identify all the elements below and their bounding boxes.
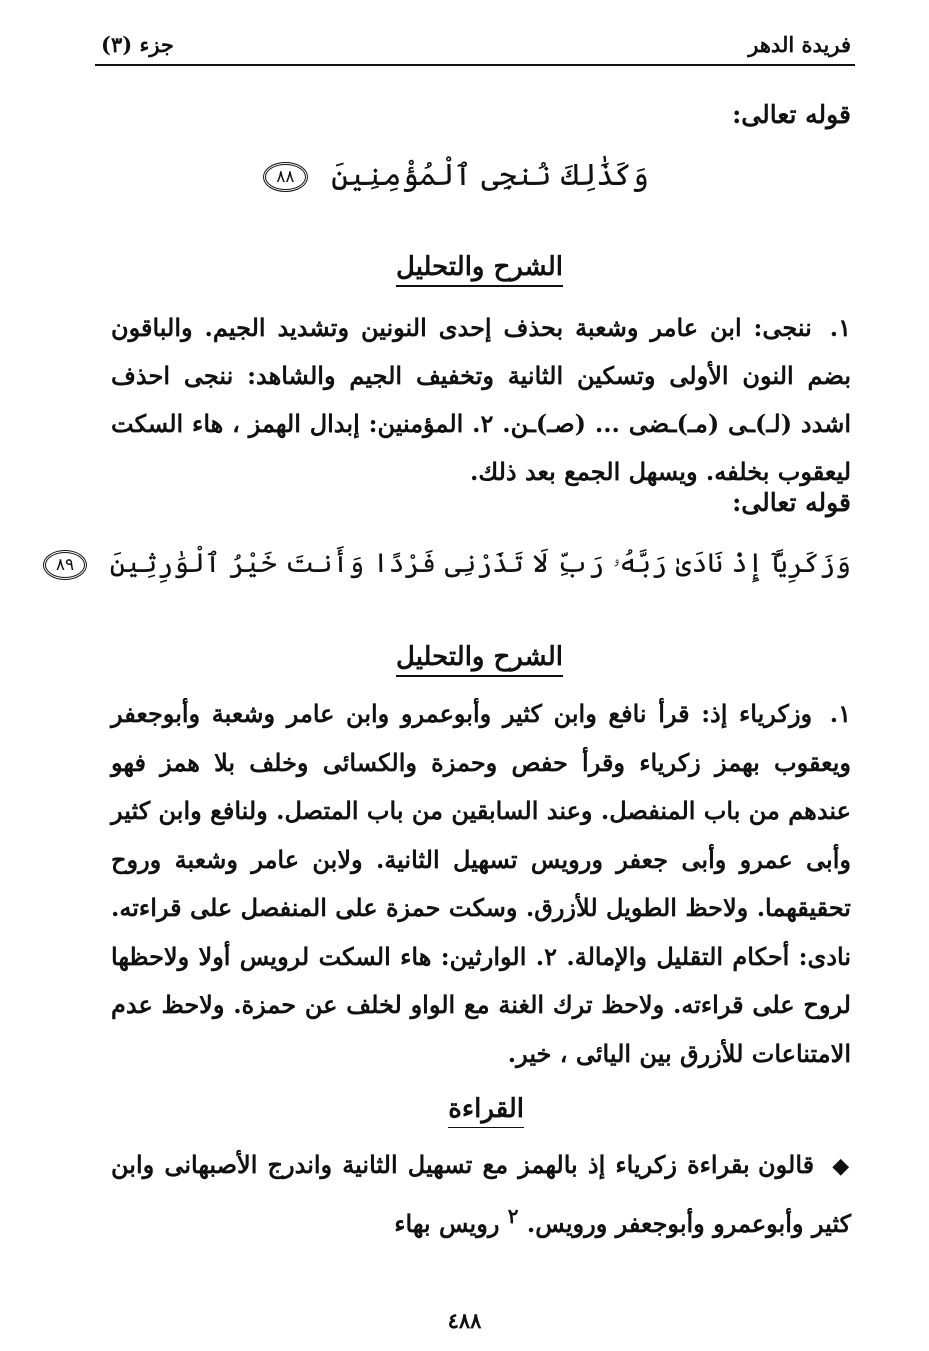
reading-continuation: رويس بهاء bbox=[394, 1209, 500, 1238]
reading-paragraph bbox=[111, 1140, 851, 1249]
verse-intro-label: قوله تعالى: bbox=[732, 100, 851, 129]
commentary-text: ننجى: ابن عامر وشعبة بحذف إحدى النونين وتشديد الجيم. والباقون بضم النون الأولى وتسكين الثانية وتخفيف الجيم والشاهد: ننجى احذف اشدد (لـ)ـى (مـ)ـضى ... (صـ)ـن. ٢. المؤمنين: إبدال الهمز ، هاء السكت ليعقوب بخلفه. ويسهل الجمع بعد ذلك. bbox=[111, 313, 851, 486]
item-number: ١. bbox=[829, 313, 851, 342]
commentary-heading: الشرح والتحليل bbox=[396, 642, 563, 677]
commentary-paragraph bbox=[111, 304, 851, 496]
item-number: ١. bbox=[829, 699, 851, 728]
commentary-paragraph bbox=[111, 690, 851, 1078]
page-number: ٤٨٨ bbox=[447, 1308, 482, 1333]
quran-verse bbox=[263, 158, 649, 193]
verse-text: وَزَكَرِيَّآ إِذْ نَادَىٰ رَبَّهُۥ رَبِّ لَا تَذَرْنِى فَرْدًا وَأَنتَ خَيْرُ ٱلْوَٰرِثِينَ bbox=[109, 548, 851, 579]
verse-text: وَكَذَٰلِكَ نُنجِى ٱلْمُؤْمِنِينَ bbox=[331, 158, 649, 193]
ayah-number-mark: ٨٨ bbox=[263, 162, 307, 192]
reading-text: قالون بقراءة زكرياء إذ بالهمز مع تسهيل الثانية واندرج الأصبهانى وابن كثير وأبوعمرو وأبوجعفر ورويس. bbox=[111, 1150, 851, 1238]
running-header bbox=[95, 30, 855, 66]
commentary-heading: الشرح والتحليل bbox=[396, 252, 563, 287]
ayah-number-mark: ٨٩ bbox=[43, 550, 87, 580]
footnote-mark: ٢ bbox=[507, 1204, 519, 1228]
quran-verse bbox=[43, 548, 851, 580]
verse-intro-label: قوله تعالى: bbox=[732, 488, 851, 517]
part-number: جزء (٣) bbox=[101, 32, 174, 57]
commentary-text: وزكرياء إذ: قرأ نافع وابن كثير وأبوعمرو وابن عامر وشعبة وأبوجعفر ويعقوب بهمز زكرياء وقرأ حفص وحمزة والكسائى وخلف بلا همز فهو عندهم من باب المنفصل. وعند السابقين من باب المتصل. ولنافع وابن كثير وأبى عمرو وأبى جعفر ورويس تسهيل الثانية. ولابن عامر وشعبة وروح تحقيقهما. ولاحظ الطويل للأزرق. وسكت حمزة على المنفصل على قراءته. نادى: أحكام التقليل والإمالة. ٢. الوارثين: هاء السكت لرويس أولا ولاحظها لروح على قراءته. ولاحظ ترك الغنة مع الواو لخلف عن حمزة. ولاحظ عدم الامتناعات للأزرق بين اليائى ، خير. bbox=[111, 699, 851, 1068]
book-title: فريدة الدهر bbox=[748, 32, 851, 57]
reading-heading: القراءة bbox=[448, 1094, 524, 1128]
diamond-bullet-icon: ◆ bbox=[832, 1153, 852, 1179]
